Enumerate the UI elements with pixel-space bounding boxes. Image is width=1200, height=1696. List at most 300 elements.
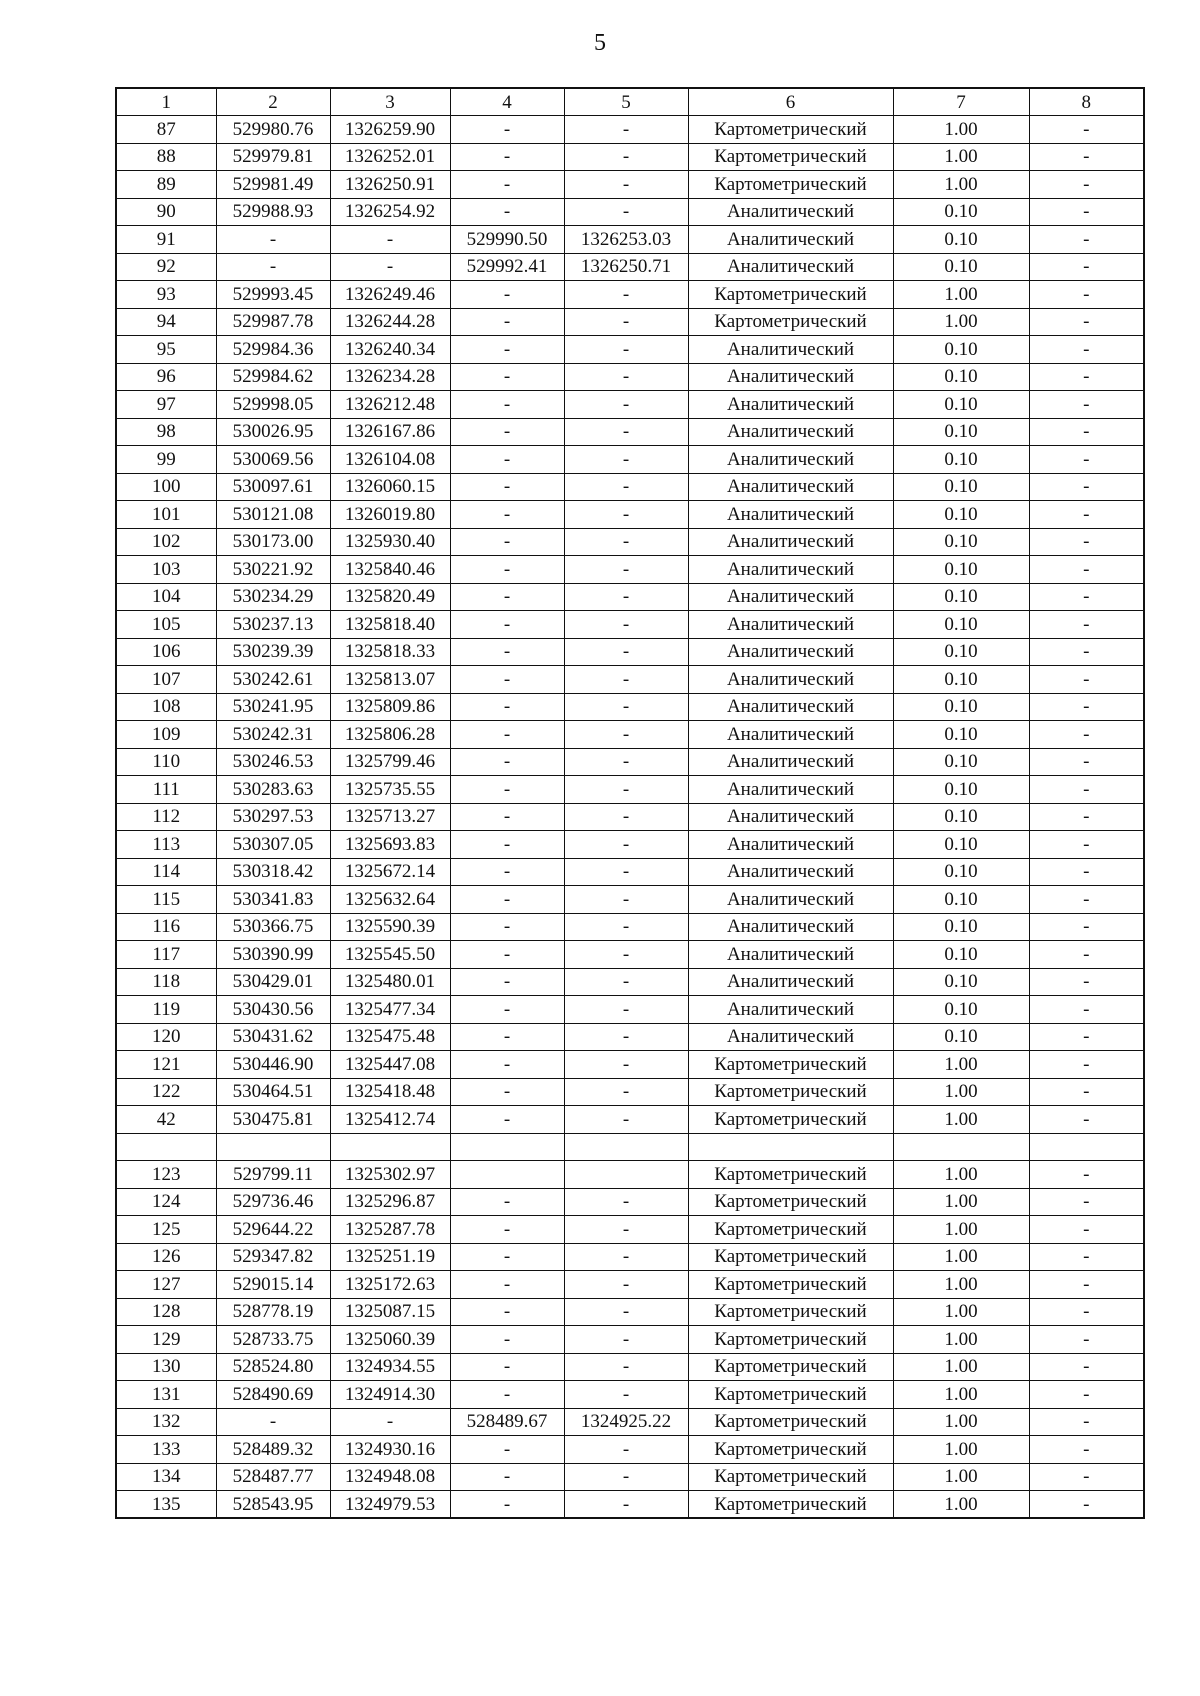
table-cell: 0.10 [893, 446, 1029, 474]
table-cell: 1.00 [893, 143, 1029, 171]
table-cell [330, 1133, 450, 1161]
table-cell: - [1029, 1078, 1144, 1106]
table-cell: 530241.95 [216, 693, 330, 721]
table-cell: Картометрический [688, 1106, 893, 1134]
table-row [116, 253, 1144, 281]
table-cell: - [450, 473, 564, 501]
table-cell: 1326234.28 [330, 363, 450, 391]
table-cell: 529644.22 [216, 1216, 330, 1244]
table-cell: - [1029, 418, 1144, 446]
table-cell: - [450, 363, 564, 391]
table-cell: 1325813.07 [330, 666, 450, 694]
table-cell: 530234.29 [216, 583, 330, 611]
table-cell: - [1029, 1106, 1144, 1134]
table-cell: 0.10 [893, 721, 1029, 749]
table-cell: 0.10 [893, 528, 1029, 556]
table-cell: - [450, 1491, 564, 1519]
table-cell: 1326250.91 [330, 171, 450, 199]
table-cell: 1324948.08 [330, 1463, 450, 1491]
table-cell: 0.10 [893, 253, 1029, 281]
table-cell: Картометрический [688, 281, 893, 309]
table-cell: 97 [116, 391, 216, 419]
table-row [116, 776, 1144, 804]
table-cell: 1.00 [893, 308, 1029, 336]
table-cell: 98 [116, 418, 216, 446]
table-cell: Аналитический [688, 336, 893, 364]
table-cell: 90 [116, 198, 216, 226]
table-cell: - [564, 996, 688, 1024]
table-cell: 1325799.46 [330, 748, 450, 776]
table-cell: 125 [116, 1216, 216, 1244]
table-cell: - [450, 941, 564, 969]
table-cell: - [1029, 198, 1144, 226]
table-cell: - [564, 803, 688, 831]
table-cell: 1.00 [893, 171, 1029, 199]
table-cell: 1.00 [893, 116, 1029, 144]
table-cell: 1326019.80 [330, 501, 450, 529]
table-row [116, 913, 1144, 941]
table-cell: - [1029, 803, 1144, 831]
table-cell: - [1029, 776, 1144, 804]
table-cell: Аналитический [688, 473, 893, 501]
table-cell: - [564, 1381, 688, 1409]
table-cell: Картометрический [688, 1243, 893, 1271]
table-cell: 111 [116, 776, 216, 804]
table-cell: 530097.61 [216, 473, 330, 501]
table-cell: Аналитический [688, 363, 893, 391]
table-row [116, 281, 1144, 309]
table-cell: - [1029, 336, 1144, 364]
table-cell: 96 [116, 363, 216, 391]
table-cell: - [1029, 501, 1144, 529]
table-cell: - [450, 611, 564, 639]
table-cell: - [450, 666, 564, 694]
table-cell: - [1029, 913, 1144, 941]
table-cell: 1326252.01 [330, 143, 450, 171]
table-cell: - [564, 143, 688, 171]
table-cell: 1325590.39 [330, 913, 450, 941]
table-cell: 94 [116, 308, 216, 336]
table-cell: 1.00 [893, 1188, 1029, 1216]
table-cell: 1325412.74 [330, 1106, 450, 1134]
table-cell: - [450, 1106, 564, 1134]
table-cell: 530366.75 [216, 913, 330, 941]
table-cell: - [450, 1188, 564, 1216]
table-cell: - [450, 803, 564, 831]
table-row [116, 308, 1144, 336]
table-cell: 529980.76 [216, 116, 330, 144]
table-cell: - [564, 1216, 688, 1244]
table-cell: Аналитический [688, 996, 893, 1024]
table-cell: - [450, 446, 564, 474]
table-cell: 530246.53 [216, 748, 330, 776]
table-cell: 1325475.48 [330, 1023, 450, 1051]
table-cell: 1326253.03 [564, 226, 688, 254]
table-cell: - [1029, 363, 1144, 391]
table-cell [564, 1161, 688, 1189]
table-cell: 0.10 [893, 941, 1029, 969]
table-row [116, 171, 1144, 199]
table-cell: Аналитический [688, 666, 893, 694]
table-cell: - [450, 528, 564, 556]
table-cell: 529979.81 [216, 143, 330, 171]
table-cell: - [564, 583, 688, 611]
table-cell: Картометрический [688, 1408, 893, 1436]
table-cell: 95 [116, 336, 216, 364]
table-cell: - [564, 1188, 688, 1216]
column-header: 4 [450, 88, 564, 116]
table-cell: Аналитический [688, 253, 893, 281]
table-cell: 93 [116, 281, 216, 309]
table-cell: 135 [116, 1491, 216, 1519]
table-cell: Картометрический [688, 308, 893, 336]
table-cell: - [564, 831, 688, 859]
column-header: 1 [116, 88, 216, 116]
table-row [116, 501, 1144, 529]
table-cell: 1326250.71 [564, 253, 688, 281]
table-cell: - [1029, 528, 1144, 556]
table-cell: - [1029, 226, 1144, 254]
table-cell: 1326240.34 [330, 336, 450, 364]
table-cell: - [564, 556, 688, 584]
table-cell: - [450, 1216, 564, 1244]
table-cell: Аналитический [688, 611, 893, 639]
table-cell: - [564, 666, 688, 694]
table-row [116, 198, 1144, 226]
table-cell: 99 [116, 446, 216, 474]
table-cell: - [1029, 858, 1144, 886]
table-cell: - [450, 1023, 564, 1051]
table-row [116, 1298, 1144, 1326]
table-cell: 1.00 [893, 1298, 1029, 1326]
table-row [116, 1188, 1144, 1216]
table-cell: Аналитический [688, 776, 893, 804]
table-cell: 0.10 [893, 363, 1029, 391]
table-cell: 133 [116, 1436, 216, 1464]
table-cell: Аналитический [688, 748, 893, 776]
table-cell: 529992.41 [450, 253, 564, 281]
table-cell: - [450, 638, 564, 666]
table-row [116, 336, 1144, 364]
table-cell: 530429.01 [216, 968, 330, 996]
table-cell: Аналитический [688, 886, 893, 914]
table-cell: Картометрический [688, 1298, 893, 1326]
table-cell: - [450, 831, 564, 859]
table-row [116, 1216, 1144, 1244]
table-cell: 0.10 [893, 611, 1029, 639]
table-cell: 1.00 [893, 1051, 1029, 1079]
table-cell: - [450, 1078, 564, 1106]
table-cell: - [450, 721, 564, 749]
table-cell: 529990.50 [450, 226, 564, 254]
table-row [116, 1353, 1144, 1381]
table-cell: - [564, 721, 688, 749]
table-cell: 88 [116, 143, 216, 171]
table-row [116, 968, 1144, 996]
table-cell: - [1029, 1353, 1144, 1381]
table-cell: Аналитический [688, 638, 893, 666]
table-cell: - [450, 858, 564, 886]
table-cell: - [564, 1078, 688, 1106]
table-cell: 1324930.16 [330, 1436, 450, 1464]
table-cell: 528489.67 [450, 1408, 564, 1436]
table-cell: Аналитический [688, 556, 893, 584]
table-cell: - [564, 611, 688, 639]
table-cell: - [564, 1271, 688, 1299]
table-cell: 528733.75 [216, 1326, 330, 1354]
table-cell: Картометрический [688, 1161, 893, 1189]
table-cell: 127 [116, 1271, 216, 1299]
table-cell: 1.00 [893, 281, 1029, 309]
table-cell: 1326167.86 [330, 418, 450, 446]
table-cell: - [450, 1271, 564, 1299]
table-cell: Картометрический [688, 1051, 893, 1079]
table-cell: 1325251.19 [330, 1243, 450, 1271]
table-cell: Аналитический [688, 198, 893, 226]
table-row [116, 1106, 1144, 1134]
table-cell: 102 [116, 528, 216, 556]
table-cell: 89 [116, 171, 216, 199]
table-cell: 110 [116, 748, 216, 776]
table-cell: - [1029, 308, 1144, 336]
table-cell: Картометрический [688, 1271, 893, 1299]
table-cell: 0.10 [893, 226, 1029, 254]
table-cell: Картометрический [688, 1491, 893, 1519]
table-cell: 528543.95 [216, 1491, 330, 1519]
table-cell: 109 [116, 721, 216, 749]
table-row [116, 556, 1144, 584]
coordinates-table [115, 87, 1145, 1519]
table-cell: 0.10 [893, 968, 1029, 996]
table-cell: - [450, 1243, 564, 1271]
table-cell: - [450, 886, 564, 914]
table-row [116, 1271, 1144, 1299]
table-cell: Аналитический [688, 858, 893, 886]
table-cell: - [564, 1243, 688, 1271]
table-cell: - [450, 556, 564, 584]
table-cell: 0.10 [893, 776, 1029, 804]
table-row [116, 1243, 1144, 1271]
table-cell: - [1029, 1463, 1144, 1491]
table-cell: 530446.90 [216, 1051, 330, 1079]
table-cell: 134 [116, 1463, 216, 1491]
table-row [116, 363, 1144, 391]
table-cell: Картометрический [688, 1078, 893, 1106]
table-cell: - [1029, 253, 1144, 281]
table-cell: - [1029, 638, 1144, 666]
table-cell: 530242.31 [216, 721, 330, 749]
table-cell: - [450, 116, 564, 144]
table-cell: 530475.81 [216, 1106, 330, 1134]
table-row [116, 528, 1144, 556]
table-cell: 100 [116, 473, 216, 501]
table-cell: 1.00 [893, 1106, 1029, 1134]
table-cell: - [450, 1463, 564, 1491]
table-cell: - [1029, 1051, 1144, 1079]
table-cell: - [564, 748, 688, 776]
table-cell: 92 [116, 253, 216, 281]
table-cell: 42 [116, 1106, 216, 1134]
table-cell: 124 [116, 1188, 216, 1216]
table-row [116, 1051, 1144, 1079]
table-cell: Картометрический [688, 1216, 893, 1244]
table-cell: - [564, 528, 688, 556]
table-cell: 101 [116, 501, 216, 529]
table-cell: 0.10 [893, 638, 1029, 666]
table-cell: 0.10 [893, 858, 1029, 886]
table-row [116, 446, 1144, 474]
table-row [116, 1491, 1144, 1519]
table-cell: Картометрический [688, 1353, 893, 1381]
table-row [116, 638, 1144, 666]
table-cell: 1.00 [893, 1353, 1029, 1381]
table-cell: Аналитический [688, 693, 893, 721]
table-cell: 530239.39 [216, 638, 330, 666]
table-row [116, 666, 1144, 694]
table-cell: - [564, 968, 688, 996]
table-cell: 118 [116, 968, 216, 996]
table-cell: 0.10 [893, 501, 1029, 529]
table-cell: 530283.63 [216, 776, 330, 804]
table-cell: 112 [116, 803, 216, 831]
table-cell: 1325930.40 [330, 528, 450, 556]
table-cell [450, 1133, 564, 1161]
table-body [116, 88, 1144, 1518]
table-cell: - [1029, 1381, 1144, 1409]
table-cell: 105 [116, 611, 216, 639]
table-cell: 1325477.34 [330, 996, 450, 1024]
table-cell: - [1029, 968, 1144, 996]
table-row [116, 583, 1144, 611]
table-cell: 529799.11 [216, 1161, 330, 1189]
table-cell: - [1029, 281, 1144, 309]
table-cell: 528489.32 [216, 1436, 330, 1464]
table-cell: 1325806.28 [330, 721, 450, 749]
table-cell: - [1029, 748, 1144, 776]
table-row [116, 473, 1144, 501]
table-row [116, 1023, 1144, 1051]
table-cell: 529984.36 [216, 336, 330, 364]
table-row [116, 611, 1144, 639]
table-cell: 119 [116, 996, 216, 1024]
table-cell: 123 [116, 1161, 216, 1189]
table-row [116, 996, 1144, 1024]
table-cell: - [564, 1491, 688, 1519]
table-cell: - [450, 501, 564, 529]
table-cell: - [1029, 1023, 1144, 1051]
table-cell: Картометрический [688, 1463, 893, 1491]
table-cell: - [564, 1106, 688, 1134]
table-cell: 115 [116, 886, 216, 914]
table-cell: - [1029, 666, 1144, 694]
table-cell: 530297.53 [216, 803, 330, 831]
column-header: 7 [893, 88, 1029, 116]
table-cell: - [330, 1408, 450, 1436]
table-cell: Аналитический [688, 831, 893, 859]
table-cell: 1324934.55 [330, 1353, 450, 1381]
table-cell: - [216, 253, 330, 281]
table-cell [1029, 1133, 1144, 1161]
table-cell: 1.00 [893, 1463, 1029, 1491]
table-cell: Аналитический [688, 226, 893, 254]
table-row [116, 418, 1144, 446]
table-row [116, 1381, 1144, 1409]
table-cell: 1326104.08 [330, 446, 450, 474]
table-row [116, 1436, 1144, 1464]
table-cell: - [564, 776, 688, 804]
table-row [116, 1078, 1144, 1106]
table-cell: - [1029, 1271, 1144, 1299]
table-cell: - [564, 1436, 688, 1464]
table-row [116, 116, 1144, 144]
table-cell: - [450, 913, 564, 941]
table-cell: 1325713.27 [330, 803, 450, 831]
table-cell: 528524.80 [216, 1353, 330, 1381]
table-cell: - [1029, 693, 1144, 721]
table-cell: 116 [116, 913, 216, 941]
table-cell: 1326254.92 [330, 198, 450, 226]
table-cell: - [1029, 1491, 1144, 1519]
table-row [116, 1161, 1144, 1189]
table-cell: - [450, 583, 564, 611]
table-cell: - [450, 143, 564, 171]
table-cell: Аналитический [688, 446, 893, 474]
table-cell: - [450, 1298, 564, 1326]
table-cell: 529347.82 [216, 1243, 330, 1271]
table-cell: 530464.51 [216, 1078, 330, 1106]
table-cell: 0.10 [893, 913, 1029, 941]
table-header-row [116, 88, 1144, 116]
table-cell: 1325060.39 [330, 1326, 450, 1354]
table-cell: - [1029, 556, 1144, 584]
table-row [116, 941, 1144, 969]
table-cell: 1326244.28 [330, 308, 450, 336]
table-cell: 1.00 [893, 1436, 1029, 1464]
table-cell: - [564, 913, 688, 941]
table-cell: 530318.42 [216, 858, 330, 886]
table-cell: 530341.83 [216, 886, 330, 914]
table-cell: 1325545.50 [330, 941, 450, 969]
table-cell: 1.00 [893, 1078, 1029, 1106]
column-header: 6 [688, 88, 893, 116]
table-row [116, 1463, 1144, 1491]
table-cell: 132 [116, 1408, 216, 1436]
table-cell: 530390.99 [216, 941, 330, 969]
table-cell: 1325818.40 [330, 611, 450, 639]
table-cell: - [564, 1298, 688, 1326]
table-cell: 0.10 [893, 666, 1029, 694]
table-cell: - [564, 363, 688, 391]
table-cell: - [564, 1023, 688, 1051]
table-cell: 108 [116, 693, 216, 721]
table-cell: 87 [116, 116, 216, 144]
table-cell: - [450, 336, 564, 364]
table-cell: 1324979.53 [330, 1491, 450, 1519]
table-row [116, 143, 1144, 171]
table-cell: Аналитический [688, 391, 893, 419]
table-cell: 1.00 [893, 1216, 1029, 1244]
table-cell: 1325818.33 [330, 638, 450, 666]
table-cell: 1.00 [893, 1243, 1029, 1271]
table-cell: 1325735.55 [330, 776, 450, 804]
table-cell: 530173.00 [216, 528, 330, 556]
table-cell: 1.00 [893, 1381, 1029, 1409]
table-cell: - [330, 253, 450, 281]
table-cell: 1326259.90 [330, 116, 450, 144]
table-cell: 126 [116, 1243, 216, 1271]
table-cell: 1.00 [893, 1326, 1029, 1354]
table-cell: 530026.95 [216, 418, 330, 446]
